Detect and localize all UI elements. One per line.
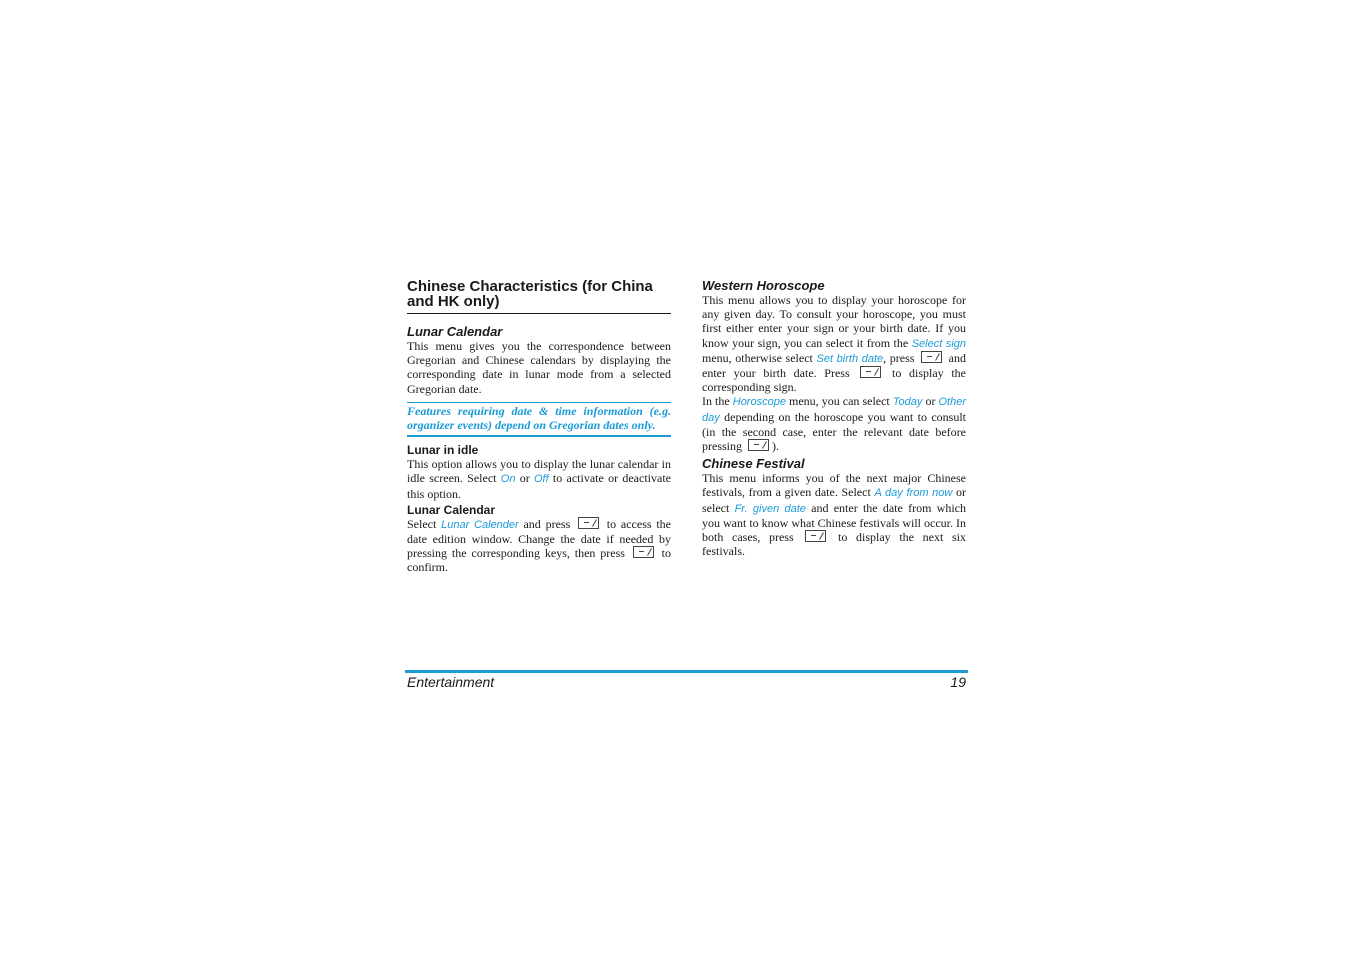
footer-page-number: 19 — [950, 674, 966, 690]
ok-key-icon — [921, 351, 942, 363]
lunar-calendar-sub-heading: Lunar Calendar — [407, 502, 496, 517]
lunar-idle-body: This option allows you to display the lunar calendar in idle screen. Select On or Off to activate or deactivate this option. — [407, 457, 671, 501]
lunar-calendar-body: This menu gives you the correspondence between Gregorian and Chinese calendars by displaying the corresponding date in lunar mode from a selected Gregorian date. — [407, 339, 671, 396]
lunar-idle-heading: Lunar in idle — [407, 443, 479, 458]
left-column — [407, 279, 671, 575]
lunar-calender-link: Lunar Calender — [441, 518, 519, 531]
on-option-link: On — [500, 473, 516, 486]
fr-given-date-link: Fr. given date — [734, 502, 806, 515]
page-title: Chinese Characteristics (for China and HK only) — [407, 279, 671, 314]
set-birth-date-link: Set birth date — [816, 352, 884, 365]
right-column — [702, 279, 966, 558]
ok-key-icon — [748, 439, 769, 451]
chinese-festival-body: This menu informs you of the next major Chinese festivals, from a given date. Select A day from now or select Fr. given date and enter the date from which you want to know what Chinese festivals will occur. In both cases, press to display the next six festivals. — [702, 471, 967, 559]
western-horoscope-body: This menu allows you to display your horoscope for any given day. To consult your horoscope, you must first either enter your sign or your birth date. If you know your sign, you can select it from the Select sign menu, otherwise select Set birth date, press and enter your birth date. Press to display the corresponding sign. — [702, 293, 967, 395]
ok-key-icon — [578, 517, 599, 529]
a-day-from-now-link: A day from now — [874, 487, 953, 500]
lunar-calendar-sub-body: Select Lunar Calender and press to access the date edition window. Change the date if needed by pressing the corresponding keys, then press to confirm. — [407, 516, 671, 575]
ok-key-icon — [860, 366, 881, 378]
footer-section-name: Entertainment — [407, 674, 495, 690]
ok-key-icon — [633, 546, 654, 558]
western-horoscope-heading: Western Horoscope — [702, 278, 825, 293]
select-sign-link: Select sign — [911, 337, 966, 350]
gregorian-note: Features requiring date & time information (e.g. organizer events) depend on Gregorian dates only. — [407, 402, 671, 437]
other-day-link: Other day — [702, 396, 966, 424]
today-link: Today — [892, 396, 923, 409]
lunar-calendar-heading: Lunar Calendar — [407, 324, 503, 339]
ok-key-icon — [805, 530, 826, 542]
chinese-festival-heading: Chinese Festival — [702, 456, 805, 472]
horoscope-link: Horoscope — [732, 396, 786, 409]
horoscope-menu-body: In the Horoscope menu, you can select Today or Other day depending on the horoscope you want to consult (in the second case, enter the relevant date before pressing ). — [702, 394, 966, 454]
footer-divider — [405, 670, 968, 673]
off-option-link: Off — [533, 473, 549, 486]
